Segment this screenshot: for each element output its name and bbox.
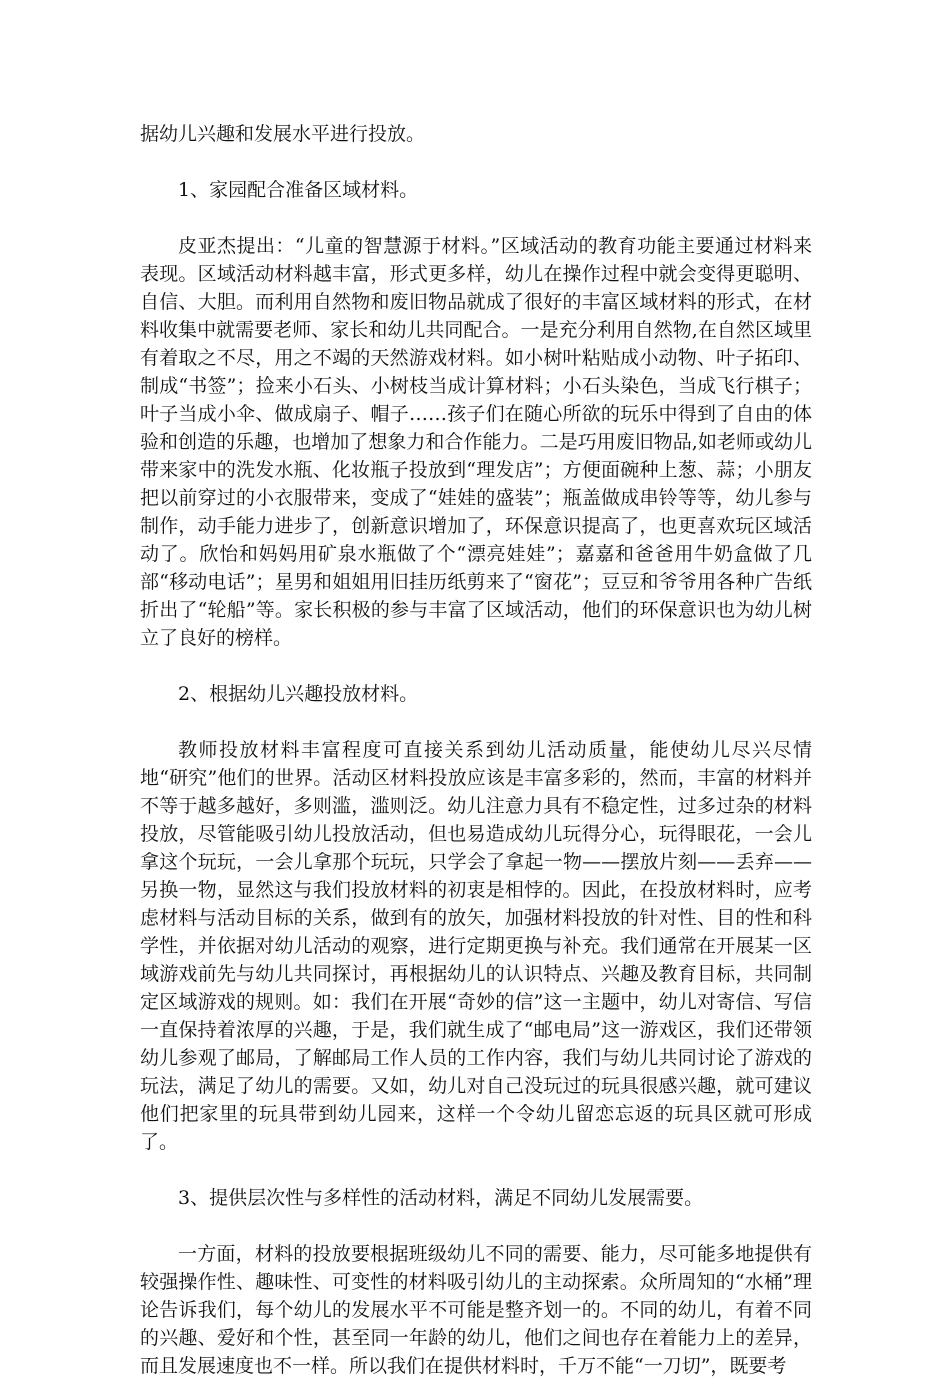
opening-line: 据幼儿兴趣和发展水平进行投放。 — [140, 123, 426, 145]
section-3-paragraph: 一方面，材料的投放要根据班级幼儿不同的需要、能力，尽可能多地提供有较强操作性、趣味性、可变性的材料吸引幼儿的主动探索。众所周知的“水桶”理论告诉我们，每个幼儿的发展水平不可能是整齐划一的。不同的幼儿，有着不同的兴趣、爱好和个性，甚至同一年龄的幼儿，他们之间也存在着能力上的差异，而且发展速度也不一样。所以我们在提供材料时，千万不能“一刀切”，既要考 — [140, 1243, 812, 1377]
paragraph-gap — [140, 708, 812, 736]
paragraph-gap — [140, 204, 812, 232]
section-3-heading: 3、提供层次性与多样性的活动材料，满足不同幼儿发展需要。 — [178, 1187, 704, 1209]
section-2-paragraph: 教师投放材料丰富程度可直接关系到幼儿活动质量，能使幼儿尽兴尽情地“研究”他们的世界。活动区材料投放应该是丰富多彩的，然而，丰富的材料并不等于越多越好，多则滥，滥则泛。幼儿注意力具有不稳定性，过多过杂的材料投放，尽管能吸引幼儿投放活动，但也易造成幼儿玩得分心，玩得眼花，一会儿拿这个玩玩，一会儿拿那个玩玩，只学会了拿起一物——摆放片刻——丢弃——另换一物，显然这与我们投放材料的初衷是相悖的。因此，在投放材料时，应考虑材料与活动目标的关系，做到有的放矢，加强材料投放的针对性、目的性和科学性，并依据对幼儿活动的观察，进行定期更换与补充。我们通常在开展某一区域游戏前先与幼儿共同探讨，再根据幼儿的认识特点、兴趣及教育目标，共同制定区域游戏的规则。如：我们在开展“奇妙的信”这一主题中，幼儿对寄信、写信一直保持着浓厚的兴趣，于是，我们就生成了“邮电局”这一游戏区，我们还带领幼儿参观了邮局，了解邮局工作人员的工作内容，我们与幼儿共同讨论了游戏的玩法，满足了幼儿的需要。又如，幼儿对自己没玩过的玩具很感兴趣，就可建议他们把家里的玩具带到幼儿园来，这样一个令幼儿留恋忘返的玩具区就可形成了。 — [140, 739, 812, 1153]
paragraph-gap — [140, 652, 812, 680]
paragraph-gap — [140, 1212, 812, 1240]
paragraph-gap — [140, 1156, 812, 1184]
section-1-paragraph: 皮亚杰提出：“儿童的智慧源于材料。”区域活动的教育功能主要通过材料来表现。区域活动材料越丰富，形式更多样，幼儿在操作过程中就会变得更聪明、自信、大胆。而利用自然物和废旧物品就成了很好的丰富区域材料的形式，在材料收集中就需要老师、家长和幼儿共同配合。一是充分利用自然物,在自然区域里有着取之不尽，用之不竭的天然游戏材料。如小树叶粘贴成小动物、叶子拓印、制成“书签”；捡来小石头、小树枝当成计算材料；小石头染色，当成飞行棋子；叶子当成小伞、做成扇子、帽子……孩子们在随心所欲的玩乐中得到了自由的体验和创造的乐趣，也增加了想象力和合作能力。二是巧用废旧物品,如老师或幼儿带来家中的洗发水瓶、化妆瓶子投放到“理发店”；方便面碗种上葱、蒜；小朋友把以前穿过的小衣服带来，变成了“娃娃的盛装”；瓶盖做成串铃等等，幼儿参与制作，动手能力进步了，创新意识增加了，环保意识提高了，也更喜欢玩区域活动了。欣怡和妈妈用矿泉水瓶做了个“漂亮娃娃”；嘉嘉和爸爸用牛奶盒做了几部“移动电话”；星男和姐姐用旧挂历纸剪来了“窗花”；豆豆和爷爷用各种广告纸折出了“轮船”等。家长积极的参与丰富了区域活动，他们的环保意识也为幼儿树立了良好的榜样。 — [140, 235, 812, 649]
paragraph-gap — [140, 148, 812, 176]
section-2-heading: 2、根据幼儿兴趣投放材料。 — [178, 683, 419, 705]
section-1-heading: 1、家园配合准备区域材料。 — [178, 179, 419, 201]
document-page — [140, 120, 812, 1380]
